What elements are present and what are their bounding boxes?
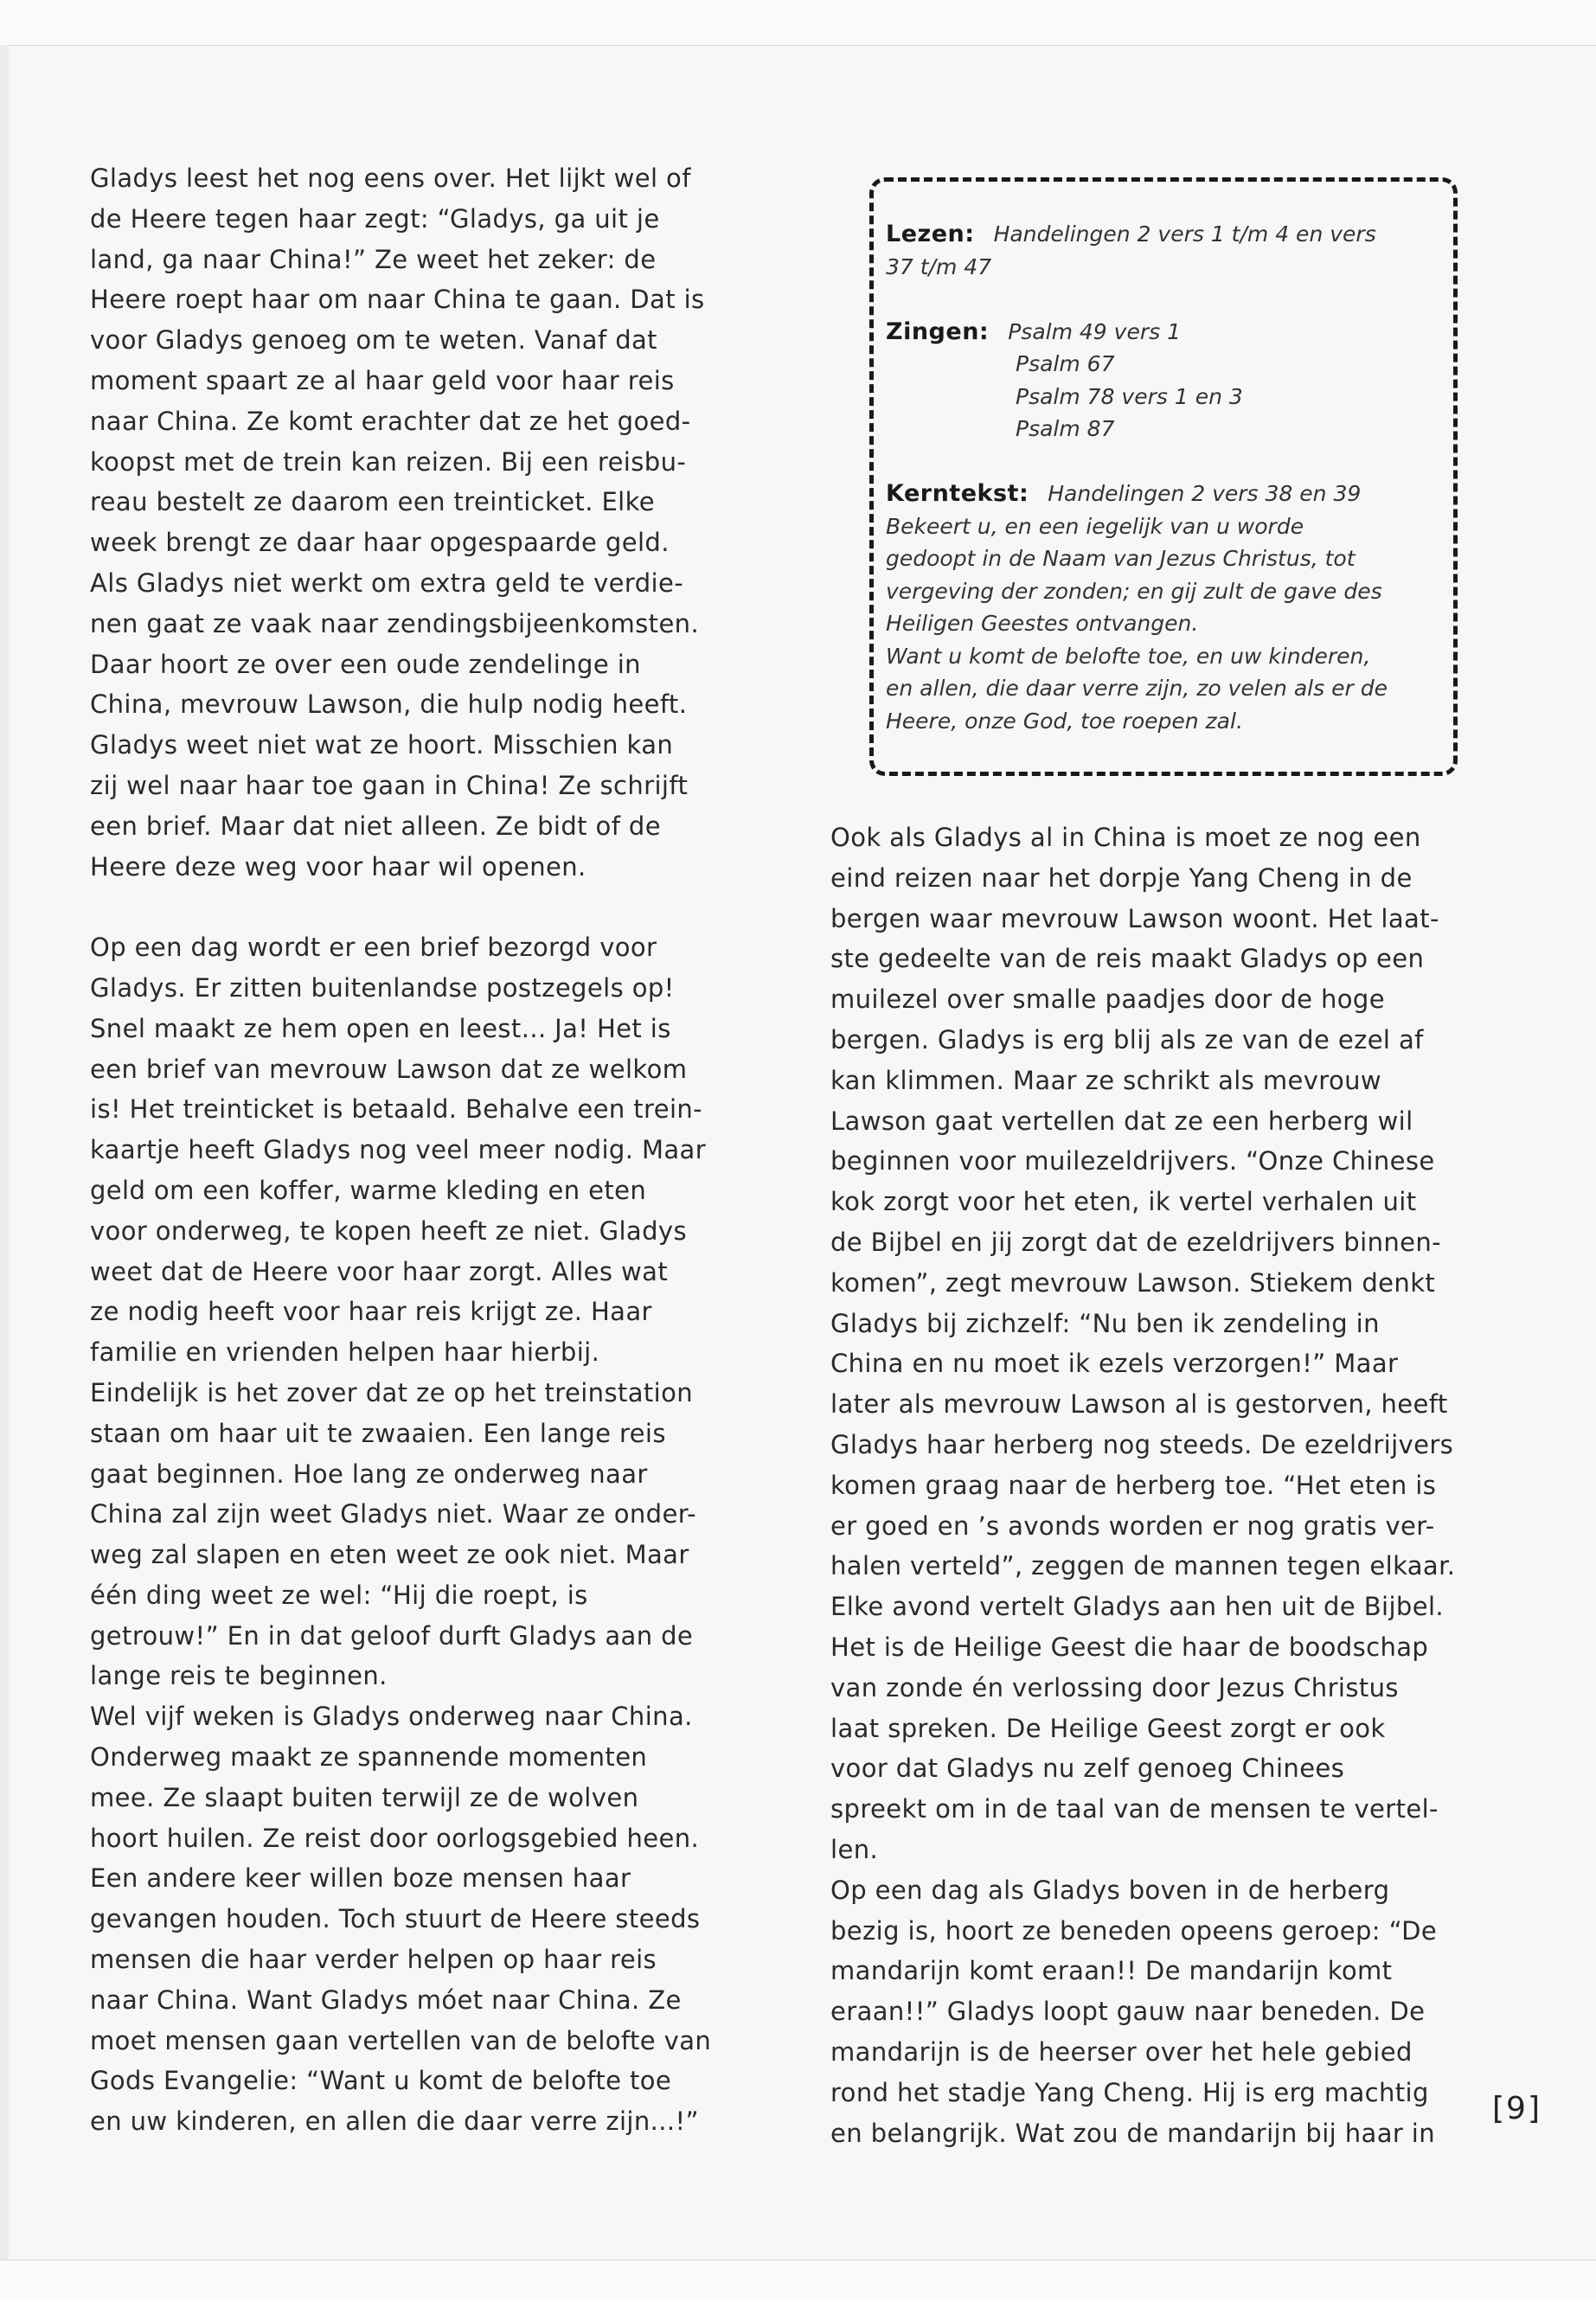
page-left-edge (0, 45, 9, 2260)
right-text-column (830, 818, 1471, 2153)
text-line: ste gedeelte van de reis maakt Gladys op een (830, 944, 1425, 974)
text-line: kaartje heeft Gladys nog veel meer nodig. Maar (90, 1135, 707, 1165)
kerntekst-line-7: Heere, onze God, toe roepen zal. (886, 708, 1243, 734)
text-line: Snel maakt ze hem open en leest... Ja! Het is (90, 1013, 671, 1043)
text-line: Heere deze weg voor haar wil openen. (90, 851, 586, 882)
text-line: naar China. Want Gladys móet naar China. Ze (90, 1985, 682, 2015)
zingen-line-2: Psalm 67 (1016, 351, 1115, 376)
kerntekst-row (886, 478, 1388, 510)
text-line: eind reizen naar het dorpje Yang Cheng in de (830, 862, 1413, 893)
text-line: er goed en ’s avonds worden er nog gratis ver- (830, 1510, 1435, 1541)
text-line: van zonde én verlossing door Jezus Christus (830, 1672, 1399, 1702)
text-line: en belangrijk. Wat zou de mandarijn bij haar in (830, 2118, 1436, 2148)
text-line: lange reis te beginnen. (90, 1661, 388, 1691)
text-line: getrouw!” En in dat geloof durft Gladys aan de (90, 1620, 694, 1651)
text-line: Heere roept haar om naar China te gaan. Dat is (90, 285, 705, 315)
text-line: een brief van mevrouw Lawson dat ze welkom (90, 1054, 688, 1084)
kerntekst-line-1: Bekeert u, en een iegelijk van u worde (886, 513, 1304, 539)
text-line: mee. Ze slaapt buiten terwijl ze de wolven (90, 1782, 639, 1812)
text-line: Het is de Heilige Geest die haar de boodschap (830, 1632, 1429, 1662)
kerntekst-line-2: gedoopt in de Naam van Jezus Christus, tot (886, 546, 1356, 571)
text-line: voor onderweg, te kopen heeft ze niet. Gladys (90, 1215, 687, 1246)
reading-info-content (886, 218, 1388, 737)
text-line: Gladys weet niet wat ze hoort. Misschien kan (90, 730, 674, 760)
text-line: China, mevrouw Lawson, die hulp nodig heeft. (90, 689, 688, 720)
text-line: koopst met de trein kan reizen. Bij een reisbu- (90, 446, 687, 477)
text-line: reau bestelt ze daarom een treinticket. Elke (90, 487, 656, 517)
text-line: staan om haar uit te zwaaien. Een lange reis (90, 1418, 666, 1448)
text-line: spreekt om in de taal van de mensen te vertel- (830, 1794, 1439, 1824)
zingen-row (886, 316, 1388, 349)
text-line: de Bijbel en jij zorgt dat de ezeldrijvers binnen- (830, 1227, 1442, 1257)
text-line: Onderweg maakt ze spannende momenten (90, 1742, 648, 1773)
kerntekst-line-4: Heiligen Geestes ontvangen. (886, 611, 1199, 636)
text-line: land, ga naar China!” Ze weet het zeker: de (90, 244, 657, 274)
text-line: beginnen voor muilezeldrijvers. “Onze Chinese (830, 1146, 1435, 1177)
text-line: muilezel over smalle paadjes door de hoge (830, 984, 1385, 1015)
text-line: halen verteld”, zeggen de mannen tegen elkaar. (830, 1551, 1456, 1581)
text-line: mensen die haar verder helpen op haar reis (90, 1945, 657, 1975)
lezen-line-1: Handelingen 2 vers 1 t/m 4 en vers (993, 221, 1376, 247)
text-line: komen”, zegt mevrouw Lawson. Stiekem denkt (830, 1267, 1436, 1298)
text-line: Lawson gaat vertellen dat ze een herberg wil (830, 1106, 1413, 1136)
text-line: Gladys haar herberg nog steeds. De ezeldrijvers (830, 1429, 1454, 1459)
text-line: moment spaart ze al haar geld voor haar reis (90, 365, 675, 395)
zingen-label: Zingen: (886, 317, 990, 345)
text-line: weet dat de Heere voor haar zorgt. Alles wat (90, 1256, 669, 1286)
text-line: Als Gladys niet werkt om extra geld te verdie- (90, 567, 684, 598)
kerntekst-line-5: Want u komt de belofte toe, en uw kinderen, (886, 643, 1371, 669)
text-line: komen graag naar de herberg toe. “Het eten is (830, 1470, 1437, 1500)
text-line: week brengt ze daar haar opgespaarde geld. (90, 528, 670, 558)
kerntekst-reference: Handelingen 2 vers 38 en 39 (1048, 481, 1362, 506)
text-line: voor dat Gladys nu zelf genoeg Chinees (830, 1754, 1345, 1784)
text-line: is! Het treinticket is betaald. Behalve een trein- (90, 1094, 703, 1125)
text-line: Elke avond vertelt Gladys aan hen uit de Bijbel. (830, 1592, 1445, 1622)
text-line: gevangen houden. Toch stuurt de Heere steeds (90, 1904, 701, 1934)
text-line: bergen. Gladys is erg blij als ze van de ezel af (830, 1024, 1424, 1055)
text-line: Gladys bij zichzelf: “Nu ben ik zendeling in (830, 1308, 1380, 1338)
lezen-label: Lezen: (886, 221, 975, 247)
text-line: Op een dag als Gladys boven in de herberg (830, 1875, 1390, 1905)
text-line: voor Gladys genoeg om te weten. Vanaf dat (90, 325, 657, 356)
text-line: mandarijn komt eraan!! De mandarijn komt (830, 1956, 1393, 1986)
text-line: kan klimmen. Maar ze schrikt als mevrouw (830, 1065, 1382, 1095)
text-line: hoort huilen. Ze reist door oorlogsgebied heen. (90, 1823, 700, 1853)
page-number: [9] (1492, 2091, 1542, 2126)
text-line: Gladys leest het nog eens over. Het lijkt wel of (90, 164, 691, 193)
text-line: weg zal slapen en eten weet ze ook niet. Maar (90, 1540, 689, 1570)
text-line: eraan!!” Gladys loopt gauw naar beneden. De (830, 1997, 1426, 2027)
text-line: naar China. Ze komt erachter dat ze het goed- (90, 406, 691, 436)
kerntekst-line-3: vergeving der zonden; en gij zult de gave des (886, 578, 1382, 604)
text-line: later als mevrouw Lawson al is gestorven, heeft (830, 1389, 1448, 1420)
kerntekst-line-6: en allen, die daar verre zijn, zo velen als er de (886, 676, 1388, 701)
text-line: en uw kinderen, en allen die daar verre zijn...!” (90, 2106, 699, 2137)
text-line: Gladys. Er zitten buitenlandse postzegels op! (90, 972, 675, 1003)
text-line: bergen waar mevrouw Lawson woont. Het laat- (830, 903, 1439, 933)
text-line: Wel vijf weken is Gladys onderweg naar China. (90, 1702, 693, 1732)
text-line: kok zorgt voor het eten, ik vertel verhalen uit (830, 1187, 1417, 1217)
zingen-line-1: Psalm 49 vers 1 (1008, 318, 1181, 344)
text-line: nen gaat ze vaak naar zendingsbijeenkomsten. (90, 608, 700, 638)
text-line: de Heere tegen haar zegt: “Gladys, ga uit je (90, 203, 660, 234)
text-line: bezig is, hoort ze beneden opeens geroep: “De (830, 1915, 1438, 1946)
text-line: een brief. Maar dat niet alleen. Ze bidt of de (90, 811, 661, 841)
text-line: China zal zijn weet Gladys niet. Waar ze onder- (90, 1499, 697, 1529)
text-line: familie en vrienden helpen haar hierbij. (90, 1337, 600, 1368)
text-line: geld om een koffer, warme kleding en eten (90, 1175, 647, 1205)
text-line: len. (830, 1834, 879, 1864)
lezen-line-2: 37 t/m 47 (886, 253, 992, 279)
zingen-line-4: Psalm 87 (1016, 416, 1115, 441)
text-line: ze nodig heeft voor haar reis krijgt ze. Haar (90, 1297, 652, 1327)
kerntekst-label: Kerntekst: (886, 480, 1029, 507)
box-spacer (886, 283, 1388, 316)
text-line: moet mensen gaan vertellen van de belofte van (90, 2025, 712, 2055)
page-top-edge (0, 0, 1596, 46)
text-line: China en nu moet ik ezels verzorgen!” Maar (830, 1349, 1399, 1379)
left-text-column (90, 158, 730, 2142)
text-line: zij wel naar haar toe gaan in China! Ze schrijft (90, 770, 689, 800)
text-line: Gods Evangelie: “Want u komt de belofte toe (90, 2066, 672, 2096)
page-bottom-edge (0, 2260, 1596, 2302)
text-line: Daar hoort ze over een oude zendelinge in (90, 649, 641, 679)
text-line: rond het stadje Yang Cheng. Hij is erg machtig (830, 2077, 1429, 2107)
text-line: Op een dag wordt er een brief bezorgd voor (90, 933, 657, 963)
lezen-row (886, 218, 1388, 251)
zingen-line-3: Psalm 78 vers 1 en 3 (1016, 383, 1243, 409)
paragraph-gap (90, 887, 730, 927)
text-line: mandarijn is de heerser over het hele gebied (830, 2036, 1413, 2067)
text-line: Ook als Gladys al in China is moet ze nog een (830, 823, 1421, 852)
reading-info-box (869, 177, 1458, 776)
text-line: gaat beginnen. Hoe lang ze onderweg naar (90, 1459, 648, 1489)
box-spacer (886, 446, 1388, 478)
text-line: Eindelijk is het zover dat ze op het treinstation (90, 1377, 694, 1407)
text-line: laat spreken. De Heilige Geest zorgt er ook (830, 1713, 1386, 1743)
text-line: één ding weet ze wel: “Hij die roept, is (90, 1580, 588, 1610)
text-line: Een andere keer willen boze mensen haar (90, 1863, 631, 1894)
